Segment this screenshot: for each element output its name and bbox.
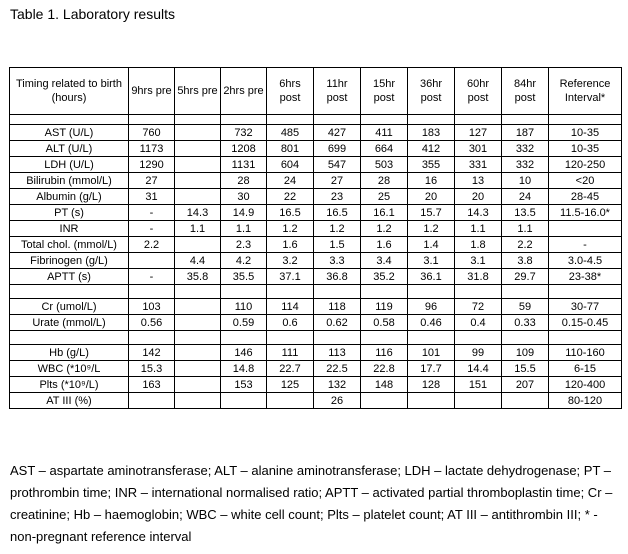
- table-cell: 0.4: [455, 315, 502, 331]
- empty-cell: [408, 115, 455, 125]
- table-cell: 0.59: [221, 315, 267, 331]
- column-header: 84hr post: [502, 68, 549, 115]
- table-cell: [408, 393, 455, 409]
- table-cell: 15.3: [129, 361, 175, 377]
- table-cell: 3.2: [267, 253, 314, 269]
- table-cell: 1.1: [455, 221, 502, 237]
- table-cell: 14.3: [455, 205, 502, 221]
- table-cell: 485: [267, 125, 314, 141]
- table-cell: 2.2: [502, 237, 549, 253]
- table-row: [10, 269, 622, 285]
- table-cell: [549, 221, 622, 237]
- empty-cell: [361, 115, 408, 125]
- table-cell: 427: [314, 125, 361, 141]
- row-label: Cr (umol/L): [10, 299, 129, 315]
- footnote: AST – aspartate aminotransferase; ALT – alanine aminotransferase; LDH – lactate dehydrogenase; PT – prothrombin time; INR – international normalised ratio; APTT – activated partial thromboplastin time; Cr – creatinine; Hb – haemoglobin; WBC – white cell count; Plts – platelet count; AT III – antithrombin III; * - non-pregnant reference interval: [10, 463, 613, 544]
- column-header: 6hrs post: [267, 68, 314, 115]
- table-cell: [221, 393, 267, 409]
- table-cell: 3.0-4.5: [549, 253, 622, 269]
- row-label: Urate (mmol/L): [10, 315, 129, 331]
- empty-cell: [549, 331, 622, 345]
- empty-cell: [361, 331, 408, 345]
- row-label: Bilirubin (mmol/L): [10, 173, 129, 189]
- table-cell: 183: [408, 125, 455, 141]
- column-header: 60hr post: [455, 68, 502, 115]
- row-label: LDH (U/L): [10, 157, 129, 173]
- column-header: 9hrs pre: [129, 68, 175, 115]
- table-cell: [502, 393, 549, 409]
- table-cell: 3.4: [361, 253, 408, 269]
- table-row: [10, 393, 622, 409]
- empty-cell: [10, 115, 129, 125]
- table-cell: 10-35: [549, 125, 622, 141]
- table-cell: 26: [314, 393, 361, 409]
- empty-cell: [175, 115, 221, 125]
- row-label: WBC (*10⁹/L: [10, 361, 129, 377]
- table-cell: 187: [502, 125, 549, 141]
- row-label: ALT (U/L): [10, 141, 129, 157]
- table-cell: 59: [502, 299, 549, 315]
- table-cell: 127: [455, 125, 502, 141]
- table-cell: 31: [129, 189, 175, 205]
- table-cell: <20: [549, 173, 622, 189]
- table-cell: 699: [314, 141, 361, 157]
- table-cell: 80-120: [549, 393, 622, 409]
- table-row: [10, 173, 622, 189]
- table-cell: 110-160: [549, 345, 622, 361]
- column-header: Reference Interval*: [549, 68, 622, 115]
- table-cell: 36.8: [314, 269, 361, 285]
- table-cell: 30: [221, 189, 267, 205]
- table-row: [10, 125, 622, 141]
- table-cell: 0.33: [502, 315, 549, 331]
- header-row: [10, 68, 622, 115]
- table-cell: 14.3: [175, 205, 221, 221]
- column-header: 2hrs pre: [221, 68, 267, 115]
- table-cell: 28: [221, 173, 267, 189]
- table-cell: 27: [129, 173, 175, 189]
- table-cell: [129, 253, 175, 269]
- table-cell: 13.5: [502, 205, 549, 221]
- table-cell: 17.7: [408, 361, 455, 377]
- empty-cell: [502, 115, 549, 125]
- table-cell: 14.4: [455, 361, 502, 377]
- empty-cell: [10, 331, 129, 345]
- table-cell: [175, 345, 221, 361]
- table-cell: [175, 299, 221, 315]
- table-cell: 24: [267, 173, 314, 189]
- table-cell: 0.62: [314, 315, 361, 331]
- table-cell: 1131: [221, 157, 267, 173]
- table-cell: 103: [129, 299, 175, 315]
- lab-results-table: [9, 67, 622, 409]
- table-cell: 125: [267, 377, 314, 393]
- table-cell: 4.2: [221, 253, 267, 269]
- table-cell: 1.6: [267, 237, 314, 253]
- table-cell: 1.2: [361, 221, 408, 237]
- table-cell: 36.1: [408, 269, 455, 285]
- table-cell: [129, 393, 175, 409]
- column-header: Timing related to birth (hours): [10, 68, 129, 115]
- table-cell: 20: [408, 189, 455, 205]
- empty-cell: [175, 331, 221, 345]
- empty-cell: [549, 115, 622, 125]
- table-cell: 146: [221, 345, 267, 361]
- table-cell: [175, 237, 221, 253]
- table-cell: 3.1: [455, 253, 502, 269]
- empty-cell: [314, 115, 361, 125]
- table-row: [10, 221, 622, 237]
- table-cell: 1290: [129, 157, 175, 173]
- table-cell: 1173: [129, 141, 175, 157]
- table-row: [10, 253, 622, 269]
- row-label: AST (U/L): [10, 125, 129, 141]
- table-cell: 120-250: [549, 157, 622, 173]
- table-cell: 118: [314, 299, 361, 315]
- table-body: [10, 115, 622, 409]
- table-cell: 801: [267, 141, 314, 157]
- table-cell: 28-45: [549, 189, 622, 205]
- spacer-row: [10, 331, 622, 345]
- table-row: [10, 237, 622, 253]
- table-cell: 1.1: [502, 221, 549, 237]
- table-cell: 22.8: [361, 361, 408, 377]
- table-cell: 22.7: [267, 361, 314, 377]
- table-cell: [175, 125, 221, 141]
- empty-cell: [455, 331, 502, 345]
- table-cell: [175, 141, 221, 157]
- table-cell: 1.2: [267, 221, 314, 237]
- table-cell: 37.1: [267, 269, 314, 285]
- table-cell: 148: [361, 377, 408, 393]
- empty-cell: [267, 115, 314, 125]
- table-cell: 101: [408, 345, 455, 361]
- table-cell: 142: [129, 345, 175, 361]
- table-cell: 153: [221, 377, 267, 393]
- row-label: AT III (%): [10, 393, 129, 409]
- table-cell: [175, 157, 221, 173]
- empty-cell: [502, 285, 549, 299]
- table-cell: 25: [361, 189, 408, 205]
- column-header: 36hr post: [408, 68, 455, 115]
- empty-cell: [129, 115, 175, 125]
- table-cell: 163: [129, 377, 175, 393]
- table-cell: 0.6: [267, 315, 314, 331]
- table-cell: 1208: [221, 141, 267, 157]
- table-cell: 411: [361, 125, 408, 141]
- table-cell: 109: [502, 345, 549, 361]
- row-label: Plts (*10⁹/L): [10, 377, 129, 393]
- empty-cell: [129, 331, 175, 345]
- table-cell: 332: [502, 141, 549, 157]
- table-cell: 16.5: [314, 205, 361, 221]
- table-row: [10, 157, 622, 173]
- table-cell: 22: [267, 189, 314, 205]
- empty-cell: [267, 285, 314, 299]
- table-row: [10, 315, 622, 331]
- table-cell: 6-15: [549, 361, 622, 377]
- column-header: 5hrs pre: [175, 68, 221, 115]
- table-cell: [361, 393, 408, 409]
- table-cell: 1.5: [314, 237, 361, 253]
- row-label: APTT (s): [10, 269, 129, 285]
- table-cell: 0.58: [361, 315, 408, 331]
- table-cell: -: [129, 205, 175, 221]
- table-cell: 20: [455, 189, 502, 205]
- table-cell: 3.1: [408, 253, 455, 269]
- table-row: [10, 141, 622, 157]
- row-label: Albumin (g/L): [10, 189, 129, 205]
- table-cell: 119: [361, 299, 408, 315]
- table-cell: 664: [361, 141, 408, 157]
- empty-cell: [221, 331, 267, 345]
- table-cell: 332: [502, 157, 549, 173]
- empty-cell: [455, 285, 502, 299]
- table-cell: [455, 393, 502, 409]
- table-cell: 2.2: [129, 237, 175, 253]
- table-cell: 4.4: [175, 253, 221, 269]
- empty-cell: [314, 285, 361, 299]
- table-cell: [175, 377, 221, 393]
- table-cell: [175, 189, 221, 205]
- table-cell: 0.15-0.45: [549, 315, 622, 331]
- table-cell: 120-400: [549, 377, 622, 393]
- table-cell: 28: [361, 173, 408, 189]
- table-cell: 24: [502, 189, 549, 205]
- table-cell: 16.1: [361, 205, 408, 221]
- table-cell: -: [549, 237, 622, 253]
- table-cell: 113: [314, 345, 361, 361]
- table-cell: 151: [455, 377, 502, 393]
- table-cell: 3.8: [502, 253, 549, 269]
- empty-cell: [221, 285, 267, 299]
- table-row: [10, 299, 622, 315]
- table-cell: 16: [408, 173, 455, 189]
- table-row: [10, 361, 622, 377]
- table-cell: 732: [221, 125, 267, 141]
- table-cell: 111: [267, 345, 314, 361]
- table-row: [10, 205, 622, 221]
- table-cell: 3.3: [314, 253, 361, 269]
- table-cell: 23-38*: [549, 269, 622, 285]
- column-header: 11hr post: [314, 68, 361, 115]
- table-cell: 22.5: [314, 361, 361, 377]
- table-cell: -: [129, 269, 175, 285]
- table-cell: 0.46: [408, 315, 455, 331]
- empty-cell: [408, 285, 455, 299]
- empty-cell: [10, 285, 129, 299]
- empty-cell: [129, 285, 175, 299]
- table-cell: 604: [267, 157, 314, 173]
- table-cell: 35.5: [221, 269, 267, 285]
- table-cell: 15.5: [502, 361, 549, 377]
- table-cell: 1.8: [455, 237, 502, 253]
- row-label: Fibrinogen (g/L): [10, 253, 129, 269]
- table-cell: 116: [361, 345, 408, 361]
- table-cell: 27: [314, 173, 361, 189]
- table-cell: 1.4: [408, 237, 455, 253]
- table-cell: 503: [361, 157, 408, 173]
- table-row: [10, 345, 622, 361]
- table-cell: 760: [129, 125, 175, 141]
- table-cell: 99: [455, 345, 502, 361]
- empty-cell: [221, 115, 267, 125]
- table-cell: 13: [455, 173, 502, 189]
- empty-cell: [549, 285, 622, 299]
- table-cell: [175, 173, 221, 189]
- table-cell: 10: [502, 173, 549, 189]
- table-cell: 72: [455, 299, 502, 315]
- row-label: PT (s): [10, 205, 129, 221]
- column-header: 15hr post: [361, 68, 408, 115]
- table-cell: 132: [314, 377, 361, 393]
- table-cell: 114: [267, 299, 314, 315]
- table-cell: 331: [455, 157, 502, 173]
- table-cell: [175, 393, 221, 409]
- table-cell: 1.2: [314, 221, 361, 237]
- empty-cell: [455, 115, 502, 125]
- empty-cell: [314, 331, 361, 345]
- table-cell: 1.2: [408, 221, 455, 237]
- table-cell: 355: [408, 157, 455, 173]
- empty-cell: [502, 331, 549, 345]
- table-cell: 128: [408, 377, 455, 393]
- table-cell: 207: [502, 377, 549, 393]
- table-cell: 1.1: [221, 221, 267, 237]
- table-cell: 35.8: [175, 269, 221, 285]
- table-cell: -: [129, 221, 175, 237]
- table-title: Table 1. Laboratory results: [10, 6, 175, 22]
- empty-cell: [408, 331, 455, 345]
- table-cell: 30-77: [549, 299, 622, 315]
- table-cell: 14.9: [221, 205, 267, 221]
- table-cell: 10-35: [549, 141, 622, 157]
- table-cell: 1.1: [175, 221, 221, 237]
- table-cell: 96: [408, 299, 455, 315]
- table-cell: 35.2: [361, 269, 408, 285]
- table-cell: 1.6: [361, 237, 408, 253]
- table-cell: 412: [408, 141, 455, 157]
- table-cell: 110: [221, 299, 267, 315]
- table-cell: [267, 393, 314, 409]
- table-cell: 31.8: [455, 269, 502, 285]
- row-label: INR: [10, 221, 129, 237]
- table-row: [10, 189, 622, 205]
- table-cell: [175, 315, 221, 331]
- table-cell: 11.5-16.0*: [549, 205, 622, 221]
- empty-cell: [361, 285, 408, 299]
- empty-cell: [175, 285, 221, 299]
- table-cell: 16.5: [267, 205, 314, 221]
- table-cell: [175, 361, 221, 377]
- table-row: [10, 377, 622, 393]
- table-cell: 547: [314, 157, 361, 173]
- table-cell: 23: [314, 189, 361, 205]
- table-cell: 0.56: [129, 315, 175, 331]
- table-cell: 14.8: [221, 361, 267, 377]
- table-cell: 15.7: [408, 205, 455, 221]
- spacer-row: [10, 285, 622, 299]
- empty-cell: [267, 331, 314, 345]
- table-cell: 301: [455, 141, 502, 157]
- row-label: Hb (g/L): [10, 345, 129, 361]
- spacer-row: [10, 115, 622, 125]
- table-cell: 2.3: [221, 237, 267, 253]
- row-label: Total chol. (mmol/L): [10, 237, 129, 253]
- table-cell: 29.7: [502, 269, 549, 285]
